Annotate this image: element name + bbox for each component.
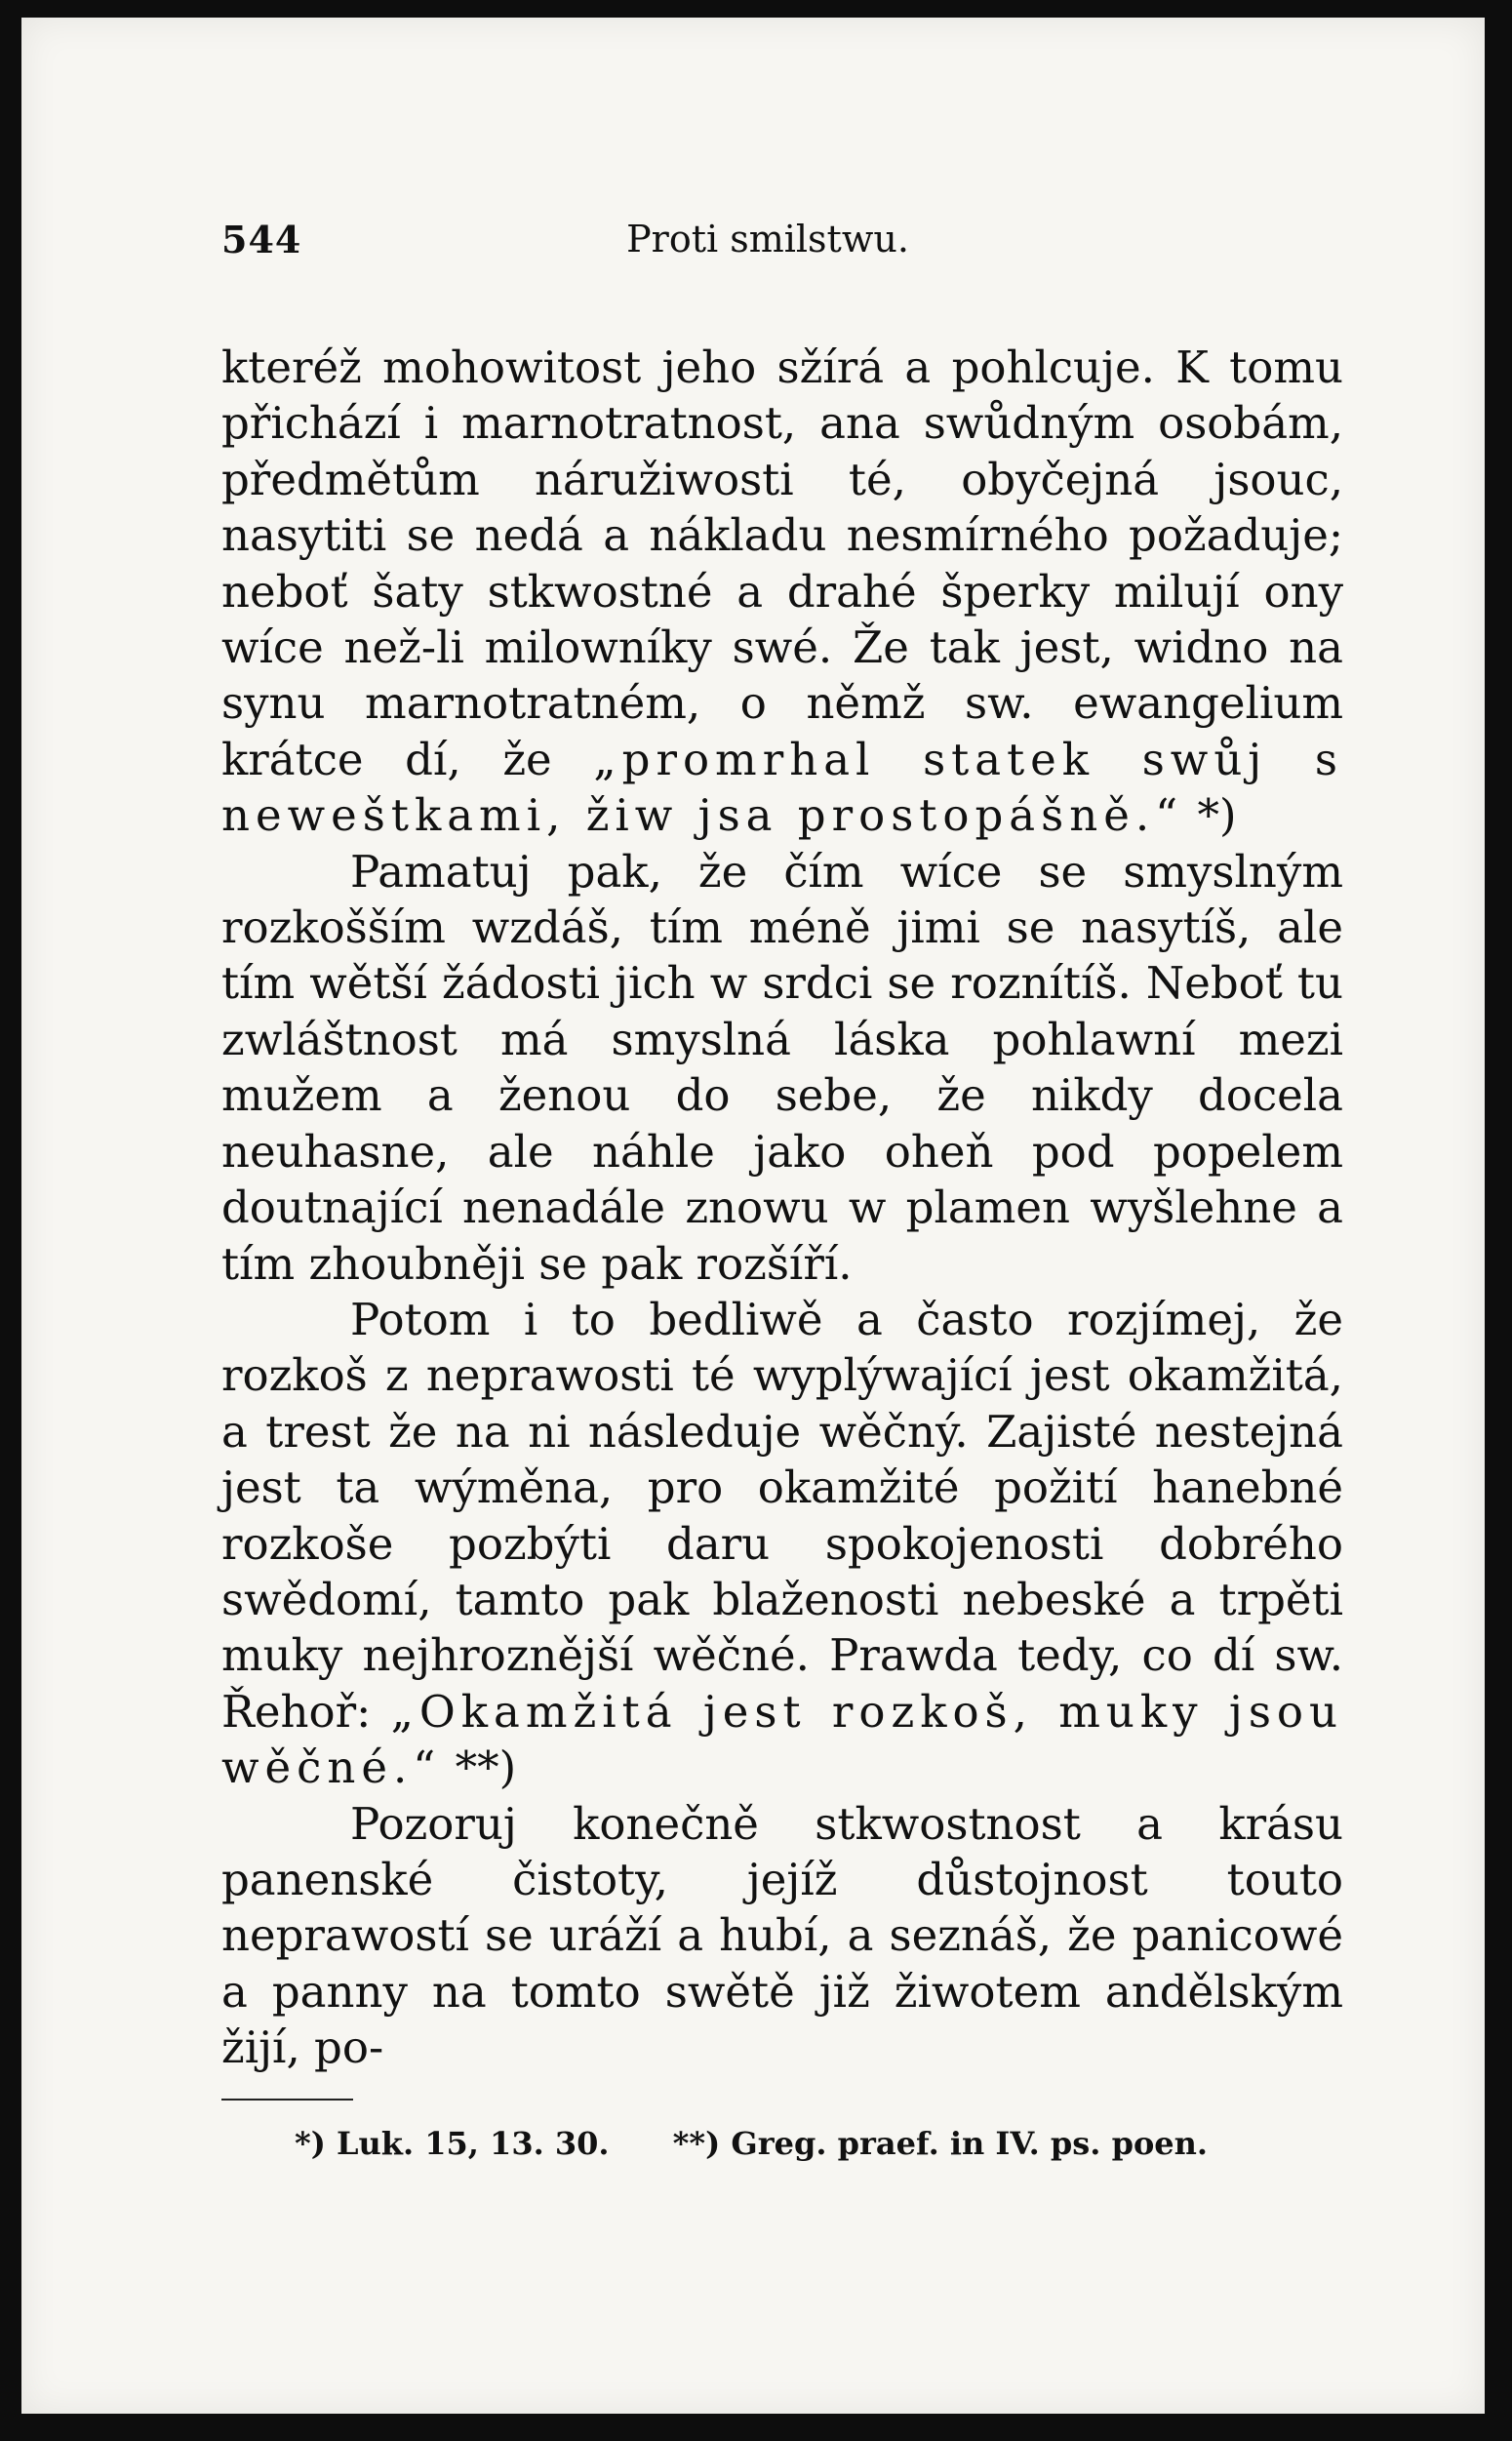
footnote-1: *) Luk. 15, 13. 30. — [295, 2125, 610, 2162]
book-page — [21, 18, 1485, 2414]
footnotes — [295, 2125, 1329, 2162]
paragraph-3-quotation: „Okamžitá jest rozkoš, muky jsou wěčné.“ — [221, 1685, 1343, 1794]
paragraph-3 — [221, 1292, 1343, 1796]
page-number: 544 — [221, 218, 302, 261]
paragraph-1-text: kteréž mohowitost jeho sžírá a pohlcuje. K tomu přichází i marnotratnost, ana swůdným osobám, předmětům náružiwosti té, obyčejná jsouc, nasytiti se nedá a nákladu nesmírného požaduje; neboť šaty stkwostné a drahé šperky milují ony wíce než-li milowníky swé. Že tak jest, widno na synu marnotratném, o němž sw. ewangelium krátce dí, že — [221, 341, 1343, 785]
body-text — [221, 340, 1343, 2076]
footnote-ref-1: *) — [1183, 789, 1237, 842]
paragraph-4: Pozoruj konečně stkwostnost a krásu panenské čistoty, jejíž důstojnost touto neprawostí se uráží a hubí, a seznáš, že panicowé a panny na tomto swětě již žiwotem andělským žijí, po- — [221, 1797, 1343, 2074]
running-title: Proti smilstwu. — [626, 218, 909, 260]
footnote-divider — [221, 2099, 353, 2101]
footnote-ref-2: **) — [441, 1741, 517, 1794]
paragraph-1-quotation: „promrhal statek swůj s neweštkami, žiw jsa prostopášně.“ — [221, 733, 1343, 842]
paragraph-1 — [221, 340, 1343, 844]
paragraph-2: Pamatuj pak, že čím wíce se smyslným rozkošším wzdáš, tím méně jimi se nasytíš, ale tím wětší žádosti jich w srdci se roznítíš. Neboť tu zwláštnost má smyslná láska pohlawní mezi mužem a ženou do sebe, že nikdy docela neuhasne, ale náhle jako oheň pod popelem doutnající nenadále znowu w plamen wyšlehne a tím zhoubněji se pak rozšíří. — [221, 845, 1343, 1290]
page-header — [221, 218, 1314, 276]
footnote-2: **) Greg. praef. in IV. ps. poen. — [672, 2125, 1209, 2162]
paragraph-3-text: Potom i to bedliwě a často rozjímej, že rozkoš z neprawosti té wyplýwající jest okamžitá, a trest že na ni následuje wěčný. Zajisté nestejná jest ta wýměna, pro okamžité požití hanebné rozkoše pozbýti daru spokojenosti dobrého swědomí, tamto pak blaženosti nebeské a trpěti muky nejhroznější wěčné. Prawda tedy, co dí sw. Řehoř: — [221, 1293, 1343, 1738]
